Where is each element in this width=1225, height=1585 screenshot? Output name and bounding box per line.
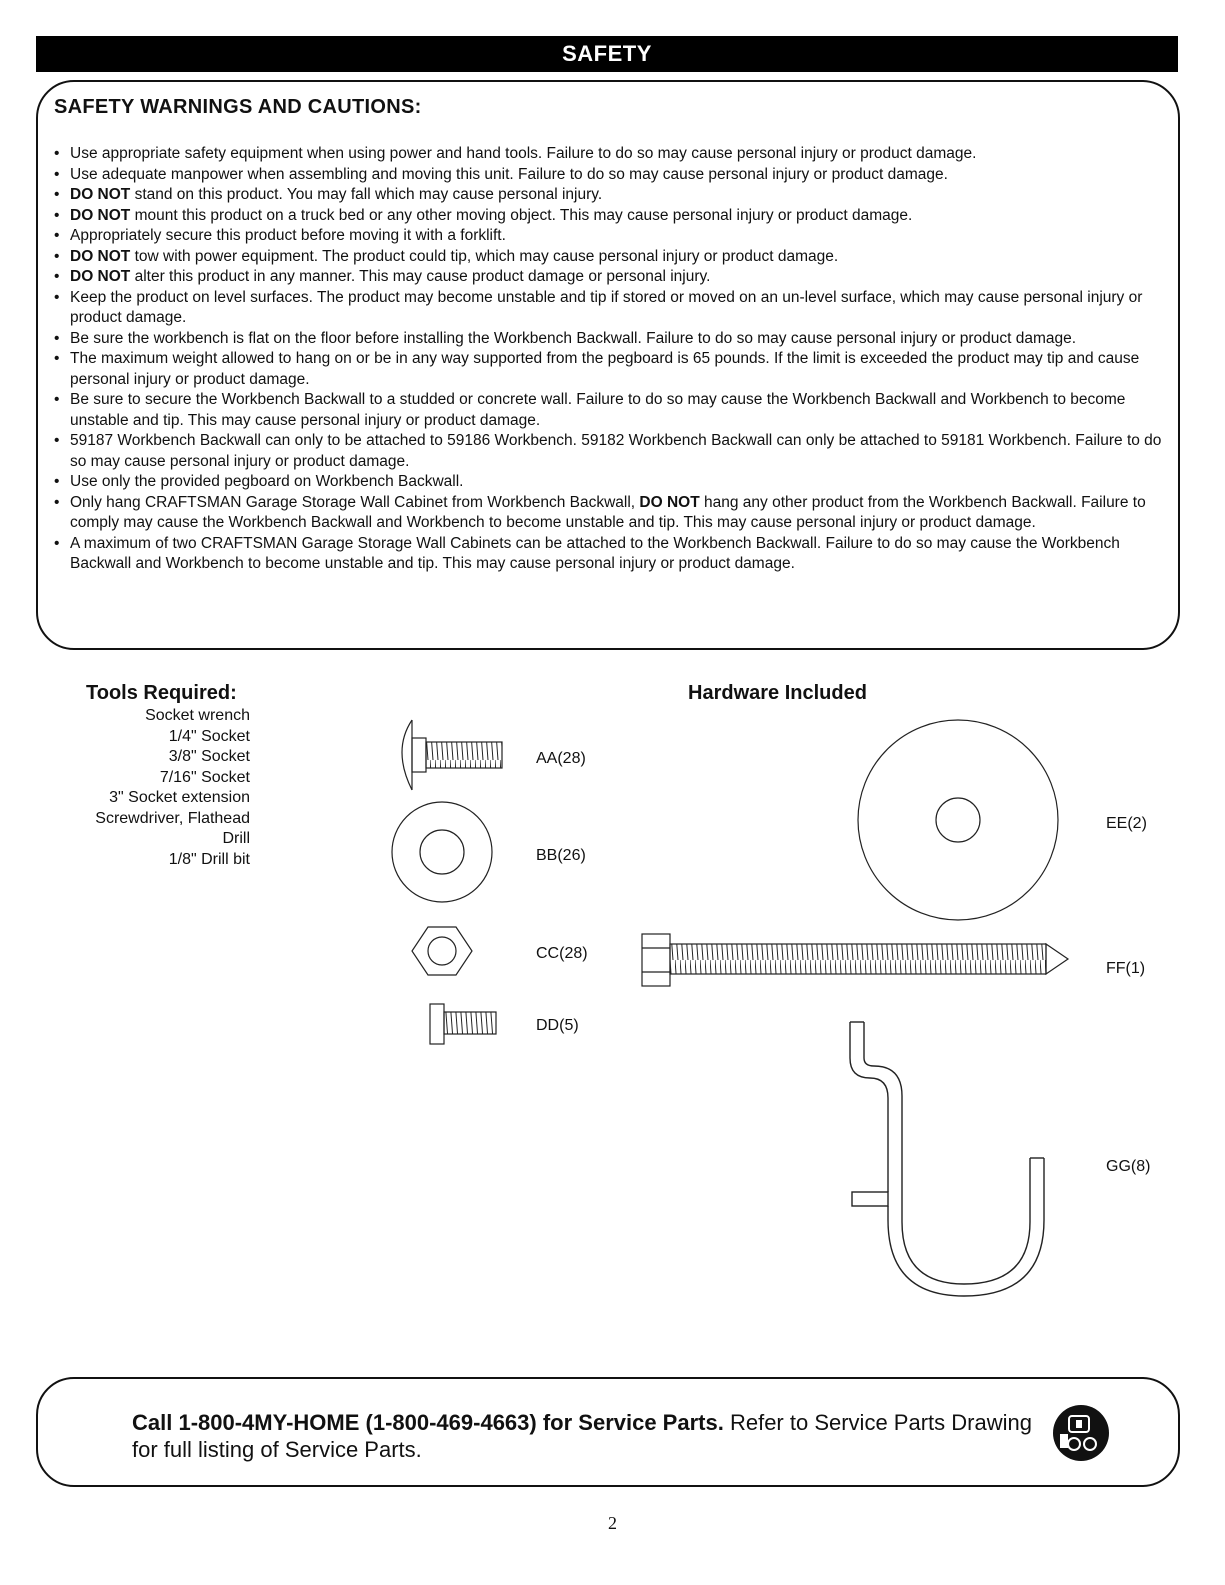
warning-item: • Use adequate manpower when assembling and moving this unit. Failure to do so may cause personal injury or product damage. xyxy=(52,165,1164,186)
warning-item: • Use appropriate safety equipment when using power and hand tools. Failure to do so may cause personal injury or product damage. xyxy=(52,144,1164,165)
warning-item: • 59187 Workbench Backwall can only to be attached to 59186 Workbench. 59182 Workbench Backwall can only be attached to 59181 Workbench. Failure to do so may cause personal injury or product damage. xyxy=(52,431,1164,472)
warning-item: • Use only the provided pegboard on Workbench Backwall. xyxy=(52,472,1164,493)
page-number: 2 xyxy=(608,1513,617,1533)
tool-item: Drill xyxy=(222,830,250,847)
warning-item: • Keep the product on level surfaces. The product may become unstable and tip if stored or moved on an un-level surface, which may cause personal injury or product damage. xyxy=(52,288,1164,329)
tools-title: Tools Required: xyxy=(86,682,237,704)
tool-item: 7/16" Socket xyxy=(159,768,250,786)
part-label-ff: FF(1) xyxy=(1106,960,1146,977)
hex-bolt-icon xyxy=(430,1004,496,1044)
hex-nut-icon xyxy=(412,927,472,975)
service-parts-text: Call 1-800-4MY-HOME (1-800-469-4663) for Service Parts. Refer to Service Parts Drawing for full listing of Service Parts. xyxy=(132,1410,1032,1462)
tool-item: Screwdriver, Flathead xyxy=(95,809,250,827)
large-washer-icon xyxy=(858,720,1058,920)
tool-item: Socket wrench xyxy=(145,707,250,724)
part-label-aa: AA(28) xyxy=(536,750,586,767)
tool-item: 1/4" Socket xyxy=(168,727,250,745)
warnings-title: SAFETY WARNINGS AND CAUTIONS: xyxy=(54,96,422,118)
tool-item: 3" Socket extension xyxy=(109,789,250,806)
service-parts-box xyxy=(36,1377,1180,1487)
carriage-bolt-icon xyxy=(402,720,502,790)
warning-item: • DO NOT alter this product in any manner. This may cause product damage or personal injury. xyxy=(52,267,1164,288)
tool-item: 3/8" Socket xyxy=(168,748,250,765)
warning-item: • Appropriately secure this product before moving it with a forklift. xyxy=(52,226,1164,247)
part-label-cc: CC(28) xyxy=(536,945,588,962)
warning-item: • DO NOT stand on this product. You may fall which may cause personal injury. xyxy=(52,185,1164,206)
tool-item: 1/8" Drill bit xyxy=(168,850,250,868)
part-label-gg: GG(8) xyxy=(1106,1158,1151,1175)
section-header: SAFETY xyxy=(36,36,1178,72)
j-hook-icon xyxy=(850,1022,1044,1296)
warning-item: • A maximum of two CRAFTSMAN Garage Storage Wall Cabinets can be attached to the Workbench Backwall. Failure to do so may cause the Workbench Backwall and Workbench to become unstable and tip. This may cause personal injury or product damage. xyxy=(52,534,1164,575)
part-label-bb: BB(26) xyxy=(536,847,586,864)
hardware-title: Hardware Included xyxy=(688,682,867,704)
warning-item: • DO NOT tow with power equipment. The product could tip, which may cause personal injury or product damage. xyxy=(52,247,1164,268)
warning-item: • Only hang CRAFTSMAN Garage Storage Wall Cabinet from Workbench Backwall, DO NOT hang any other product from the Workbench Backwall. Failure to comply may cause the Workbench Backwall and Workbench to become unstable and tip. This may cause personal injury or product damage. xyxy=(52,493,1164,534)
lag-screw-icon xyxy=(642,934,1068,986)
warning-item: • The maximum weight allowed to hang on or be in any way supported from the pegboard is 65 pounds. If the limit is exceeded the product may tip and cause personal injury or product damage. xyxy=(52,349,1164,390)
warning-item: • Be sure to secure the Workbench Backwall to a studded or concrete wall. Failure to do so may cause the Workbench Backwall and Workbench to become unstable and tip. This may cause personal injury or product damage. xyxy=(52,390,1164,431)
warning-item: • Be sure the workbench is flat on the floor before installing the Workbench Backwall. Failure to do so may cause personal injury or product damage. xyxy=(52,329,1164,350)
warning-item: • DO NOT mount this product on a truck bed or any other moving object. This may cause personal injury or product damage. xyxy=(52,206,1164,227)
service-parts-icon xyxy=(1052,1404,1110,1462)
part-label-dd: DD(5) xyxy=(536,1017,579,1034)
washer-icon xyxy=(392,802,492,902)
part-label-ee: EE(2) xyxy=(1106,815,1147,832)
